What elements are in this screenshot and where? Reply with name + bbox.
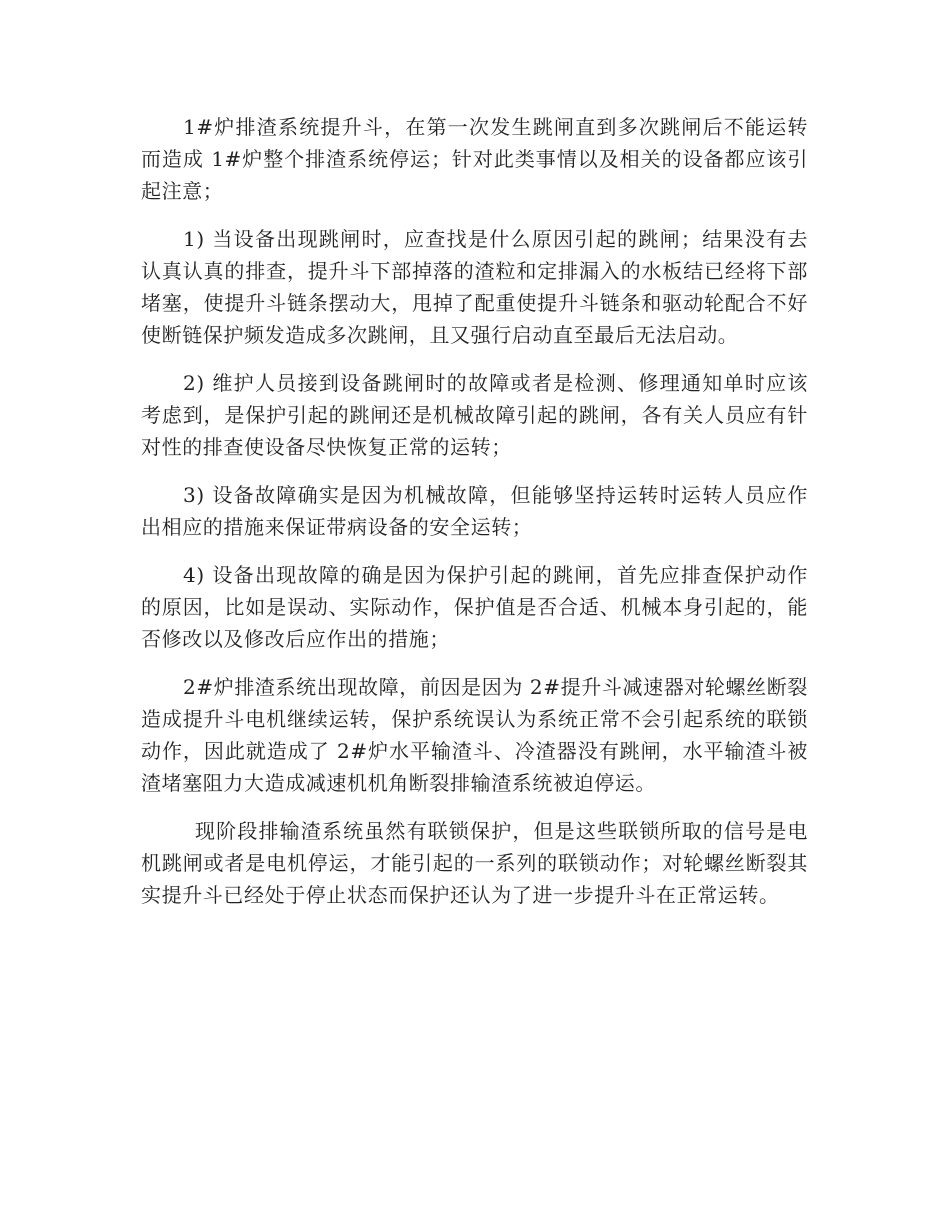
paragraph-boiler2-fault: 2#炉排渣系统出现故障，前因是因为 2#提升斗减速器对轮螺丝断裂造成提升斗电机继续运转，保护系统误认为系统正常不会引起系统的联锁动作，因此就造成了 2#炉水平输渣斗、冷渣器没有跳闸，水平输渣斗被渣堵塞阻力大造成减速机机角断裂排输渣系统被迫停运。: [141, 675, 808, 795]
paragraph-current-interlock: 现阶段排输渣系统虽然有联锁保护，但是这些联锁所取的信号是电机跳闸或者是电机停运，才能引起的一系列的联锁动作；对轮螺丝断裂其实提升斗已经处于停止状态而保护还认为了进一步提升斗在正常运转。: [141, 819, 808, 907]
document-body: [141, 111, 808, 927]
paragraph-point-2: 2) 维护人员接到设备跳闸时的故障或者是检测、修理通知单时应该考虑到，是保护引起的跳闸还是机械故障引起的跳闸，各有关人员应有针对性的排查使设备尽快恢复正常的运转；: [141, 371, 808, 459]
paragraph-point-3: 3) 设备故障确实是因为机械故障，但能够坚持运转时运转人员应作出相应的措施来保证带病设备的安全运转；: [141, 483, 808, 539]
paragraph-point-4: 4) 设备出现故障的确是因为保护引起的跳闸，首先应排查保护动作的原因，比如是误动、实际动作，保护值是否合适、机械本身引起的，能否修改以及修改后应作出的措施；: [141, 563, 808, 651]
paragraph-boiler1-intro: 1#炉排渣系统提升斗，在第一次发生跳闸直到多次跳闸后不能运转而造成 1#炉整个排渣系统停运；针对此类事情以及相关的设备都应该引起注意；: [141, 115, 808, 203]
paragraph-point-1: 1) 当设备出现跳闸时，应查找是什么原因引起的跳闸；结果没有去认真认真的排查，提升斗下部掉落的渣粒和定排漏入的水板结已经将下部堵塞，使提升斗链条摆动大，甩掉了配重使提升斗链条和驱动轮配合不好使断链保护频发造成多次跳闸，且又强行启动直至最后无法启动。: [141, 227, 808, 347]
